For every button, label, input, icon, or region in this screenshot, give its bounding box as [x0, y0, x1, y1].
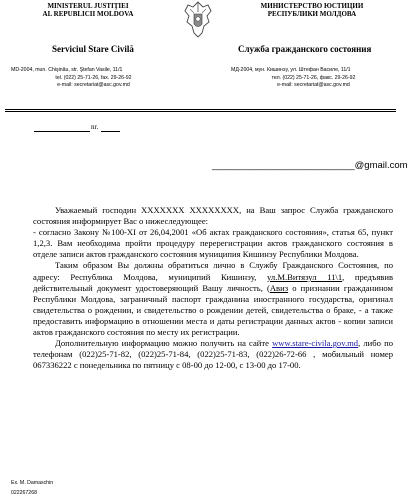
instructions-text: Таким образом Вы должны обратиться лично в Службу Гражданского Состояния, по адресу: Республика Молдова, муниципий Кишинэу,	[33, 260, 393, 282]
letter-body	[33, 205, 393, 371]
email-line: e-mail: secretariat@asc.gov.md	[57, 82, 130, 89]
executor-name: Ex. M. Damaschin	[11, 480, 54, 486]
contact-text: , либо по телефонам (022)25-71-82, (022)25-71-84, (022)25-71-83, (022)26-72-66 , мобильный номер 067336222 с понедельника по пятницу с 08-00 до 12-00, с 13-00 до 17-00.	[33, 338, 393, 371]
email-line: e-mail: secretariat@asc.gov.md	[277, 82, 350, 89]
moldova-coat-of-arms-icon	[183, 0, 213, 40]
instructions-text: , предъявив действительный документ удостоверяющий Вашу личность, (	[33, 271, 393, 293]
ministry-title-ro-line1: MINISTERUL JUSTIŢIEI	[47, 2, 129, 10]
website-link[interactable]: www.stare-civila.gov.md	[272, 338, 359, 349]
street-address: ул.М.Витязул 11\1	[267, 271, 343, 282]
address-line: MD-2004, mun. Chişinău, str. Ştefan Vasile, 11/1	[11, 67, 123, 73]
service-name-ro: Serviciul Stare Civilă	[52, 44, 134, 54]
phone-line: tel. (022) 25-71-26, fax. 29-26-92	[55, 74, 132, 81]
email-domain: @gmail.com	[354, 160, 408, 171]
ministry-title-ru	[232, 2, 392, 18]
contact-paragraph	[33, 338, 393, 371]
executor-phone: 022267268	[11, 490, 37, 496]
reference-number-blank	[101, 124, 120, 132]
address-line: МД-2004, мун. Кишинэу, ул. Штефан Василе, 11/1	[231, 67, 351, 73]
instructions-text: о признании гражданином Республики Молдова, заграничный паспорт гражданина иностранного государства, оригинал свидетельства о рождении, и свидетельство о рождении детей, свидетельства о браке, - а также предоставить информацию в отношении места и даты регистрации данных актов - копии записи актов гражданского состояния по месту их регистрации.	[33, 282, 393, 338]
contact-text: Дополнительную информацию можно получить на сайте	[55, 338, 273, 349]
recipient-email	[212, 160, 408, 171]
avis-word: Авиз	[269, 282, 289, 293]
law-paragraph: - согласно Закону №100-XI от 26,04,2001 «Об актах гражданского состояния», статья 65, пункт 1,2,3. Вам необходима пройти процедуру перерегистрации актов гражданского состояния в отделе записи актов гражданского состояния муниципия Кишинэу Республики Молдова.	[33, 227, 393, 260]
address-block-ro	[11, 67, 176, 90]
phone-line: тел. (022) 25-71-26, факс. 29-26-92	[271, 74, 356, 81]
ministry-title-ru-line2: РЕСПУБЛИКИ МОЛДОВА	[267, 10, 357, 18]
reference-number-label: nr.	[91, 123, 99, 131]
address-block-ru	[231, 67, 396, 90]
header-divider-thin	[5, 111, 396, 112]
service-name-ru: Служба гражданского состояния	[238, 44, 372, 54]
ministry-title-ro-line2: AL REPUBLICII MOLDOVA	[42, 10, 134, 18]
ministry-title-ro	[28, 2, 148, 18]
email-blank: ___________________________	[212, 160, 355, 171]
instructions-paragraph	[33, 260, 393, 338]
header-divider	[5, 109, 396, 110]
ministry-title-ru-line1: МИНИСТЕРСТВО ЮСТИЦИИ	[260, 2, 364, 10]
reference-blank	[34, 124, 90, 132]
greeting-paragraph: Уважаемый господин XXXXXXX XXXXXXXX, на Ваш запрос Служба гражданского состояния информирует Вас о нижеследующее:	[33, 205, 393, 227]
